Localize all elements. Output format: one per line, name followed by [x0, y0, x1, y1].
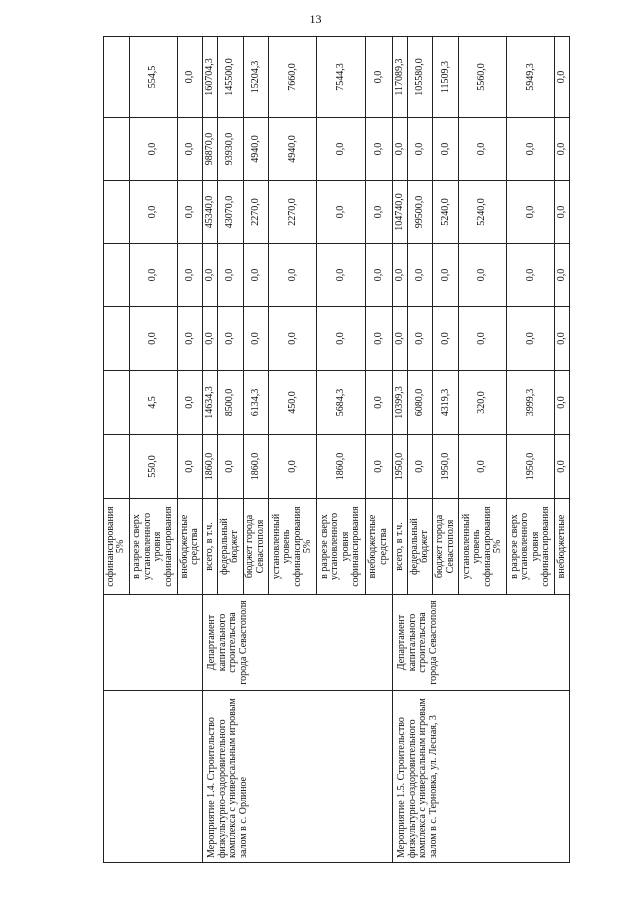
year-value-cell — [104, 244, 130, 307]
year-value-cell: 0,0 — [317, 118, 365, 181]
year-value-cell: 0,0 — [433, 307, 459, 371]
year-value-cell: 0,0 — [129, 118, 177, 181]
total-value-cell: 7544,3 — [317, 37, 365, 118]
year-value-cell — [104, 181, 130, 244]
total-value-cell: 105580,0 — [407, 37, 433, 118]
year-value-cell: 1860,0 — [243, 435, 269, 499]
funding-source-cell: в разрезе сверх установленного уровня софинансирования — [317, 499, 365, 595]
year-value-cell: 1860,0 — [203, 435, 217, 499]
total-value-cell: 11509,3 — [433, 37, 459, 118]
year-value-cell: 0,0 — [243, 307, 269, 371]
total-value-cell: 145500,0 — [217, 37, 243, 118]
total-value-cell: 5560,0 — [459, 37, 507, 118]
year-value-cell — [104, 118, 130, 181]
total-value-cell: 5949,3 — [507, 37, 555, 118]
year-value-cell: 0,0 — [365, 244, 393, 307]
year-value-cell: 1950,0 — [393, 435, 407, 499]
year-value-cell — [104, 435, 130, 499]
year-value-cell: 450,0 — [269, 371, 317, 435]
year-value-cell: 98870,0 — [203, 118, 217, 181]
year-value-cell: 0,0 — [459, 435, 507, 499]
year-value-cell: 0,0 — [407, 118, 433, 181]
year-value-cell: 0,0 — [269, 307, 317, 371]
year-value-cell: 93930,0 — [217, 118, 243, 181]
year-value-cell: 550,0 — [129, 435, 177, 499]
funding-source-cell: внебюджетные средства — [177, 499, 203, 595]
year-value-cell: 320,0 — [459, 371, 507, 435]
year-value-cell: 0,0 — [365, 118, 393, 181]
year-value-cell: 0,0 — [407, 307, 433, 371]
year-value-cell: 0,0 — [177, 181, 203, 244]
organization-cell: Департамент капитального строительства города Севастополя — [393, 595, 570, 691]
year-value-cell: 0,0 — [407, 244, 433, 307]
year-value-cell: 0,0 — [317, 244, 365, 307]
total-value-cell: 117089,3 — [393, 37, 407, 118]
year-value-cell: 0,0 — [177, 371, 203, 435]
total-value-cell: 15204,3 — [243, 37, 269, 118]
total-value-cell: 0,0 — [365, 37, 393, 118]
rotated-table-container — [103, 37, 570, 863]
year-value-cell: 6134,3 — [243, 371, 269, 435]
year-value-cell: 0,0 — [365, 435, 393, 499]
funding-source-cell: всего, в т.ч. — [203, 499, 217, 595]
year-value-cell: 0,0 — [507, 118, 555, 181]
year-value-cell: 0,0 — [365, 307, 393, 371]
year-value-cell: 0,0 — [555, 435, 570, 499]
organization-cell — [104, 595, 203, 691]
year-value-cell: 5684,3 — [317, 371, 365, 435]
year-value-cell: 8500,0 — [217, 371, 243, 435]
funding-source-cell: федеральный бюджет — [407, 499, 433, 595]
funding-source-cell: федеральный бюджет — [217, 499, 243, 595]
year-value-cell: 0,0 — [555, 244, 570, 307]
total-value-cell: 0,0 — [555, 37, 570, 118]
year-value-cell: 0,0 — [507, 244, 555, 307]
table-row — [203, 37, 217, 863]
year-value-cell: 5240,0 — [433, 181, 459, 244]
year-value-cell: 0,0 — [177, 244, 203, 307]
total-value-cell: 160704,3 — [203, 37, 217, 118]
page-number: 13 — [309, 12, 322, 26]
year-value-cell — [104, 307, 130, 371]
measure-name-cell: Мероприятие 1.5. Строительство физкультурно-оздоровительного комплекса с универсальным игровым залом в с. Терновка, ул. Лесная, 3 — [393, 691, 570, 863]
funding-source-cell: установленный уровень софинансирования 5% — [459, 499, 507, 595]
year-value-cell: 0,0 — [393, 244, 407, 307]
year-value-cell: 0,0 — [393, 307, 407, 371]
year-value-cell: 0,0 — [217, 244, 243, 307]
total-value-cell: 7660,0 — [269, 37, 317, 118]
year-value-cell: 0,0 — [129, 244, 177, 307]
year-value-cell: 0,0 — [217, 435, 243, 499]
year-value-cell: 0,0 — [433, 244, 459, 307]
table-row — [104, 37, 130, 863]
year-value-cell: 4,5 — [129, 371, 177, 435]
year-value-cell: 0,0 — [203, 244, 217, 307]
year-value-cell: 0,0 — [555, 118, 570, 181]
year-value-cell: 0,0 — [507, 181, 555, 244]
year-value-cell: 0,0 — [269, 435, 317, 499]
measure-name-cell: Мероприятие 1.4. Строительство физкультурно-оздоровительного комплекса с универсальным игровым залом в с. Орлиное — [203, 691, 393, 863]
year-value-cell: 0,0 — [129, 307, 177, 371]
year-value-cell: 14634,3 — [203, 371, 217, 435]
year-value-cell: 0,0 — [555, 371, 570, 435]
year-value-cell: 4940,0 — [269, 118, 317, 181]
year-value-cell: 0,0 — [365, 181, 393, 244]
year-value-cell: 0,0 — [243, 244, 269, 307]
year-value-cell: 99500,0 — [407, 181, 433, 244]
total-value-cell: 0,0 — [177, 37, 203, 118]
year-value-cell: 0,0 — [129, 181, 177, 244]
funding-source-cell: всего, в т.ч. — [393, 499, 407, 595]
measure-name-cell — [104, 691, 203, 863]
total-value-cell — [104, 37, 130, 118]
year-value-cell: 4940,0 — [243, 118, 269, 181]
year-value-cell: 5240,0 — [459, 181, 507, 244]
year-value-cell: 0,0 — [507, 307, 555, 371]
year-value-cell: 45340,0 — [203, 181, 217, 244]
year-value-cell: 0,0 — [459, 244, 507, 307]
organization-cell: Департамент капитального строительства города Севастополя — [203, 595, 393, 691]
year-value-cell: 1950,0 — [433, 435, 459, 499]
year-value-cell: 0,0 — [555, 181, 570, 244]
budget-table — [103, 36, 570, 863]
year-value-cell: 3999,3 — [507, 371, 555, 435]
year-value-cell: 2270,0 — [269, 181, 317, 244]
funding-source-cell: в разрезе сверх установленного уровня софинансирования — [129, 499, 177, 595]
year-value-cell: 1860,0 — [317, 435, 365, 499]
year-value-cell: 0,0 — [407, 435, 433, 499]
year-value-cell: 6080,0 — [407, 371, 433, 435]
year-value-cell: 0,0 — [177, 118, 203, 181]
year-value-cell: 0,0 — [217, 307, 243, 371]
year-value-cell: 0,0 — [317, 307, 365, 371]
funding-source-cell: в разрезе сверх установленного уровня софинансирования — [507, 499, 555, 595]
year-value-cell: 4319,3 — [433, 371, 459, 435]
funding-source-cell: софинансирования 5% — [104, 499, 130, 595]
funding-source-cell: бюджет города Севастополя — [243, 499, 269, 595]
year-value-cell: 0,0 — [317, 181, 365, 244]
year-value-cell: 0,0 — [459, 307, 507, 371]
year-value-cell: 0,0 — [459, 118, 507, 181]
year-value-cell: 0,0 — [365, 371, 393, 435]
year-value-cell: 0,0 — [177, 307, 203, 371]
table-row — [393, 37, 407, 863]
year-value-cell: 0,0 — [433, 118, 459, 181]
funding-source-cell: установленный уровень софинансирования 5% — [269, 499, 317, 595]
year-value-cell: 0,0 — [177, 435, 203, 499]
funding-source-cell: внебюджетные — [555, 499, 570, 595]
year-value-cell: 104740,0 — [393, 181, 407, 244]
year-value-cell: 0,0 — [269, 244, 317, 307]
year-value-cell — [104, 371, 130, 435]
total-value-cell: 554,5 — [129, 37, 177, 118]
year-value-cell: 1950,0 — [507, 435, 555, 499]
year-value-cell: 0,0 — [203, 307, 217, 371]
year-value-cell: 43070,0 — [217, 181, 243, 244]
funding-source-cell: бюджет города Севастополя — [433, 499, 459, 595]
year-value-cell: 0,0 — [555, 307, 570, 371]
year-value-cell: 10399,3 — [393, 371, 407, 435]
year-value-cell: 2270,0 — [243, 181, 269, 244]
year-value-cell: 0,0 — [393, 118, 407, 181]
funding-source-cell: внебюджетные средства — [365, 499, 393, 595]
